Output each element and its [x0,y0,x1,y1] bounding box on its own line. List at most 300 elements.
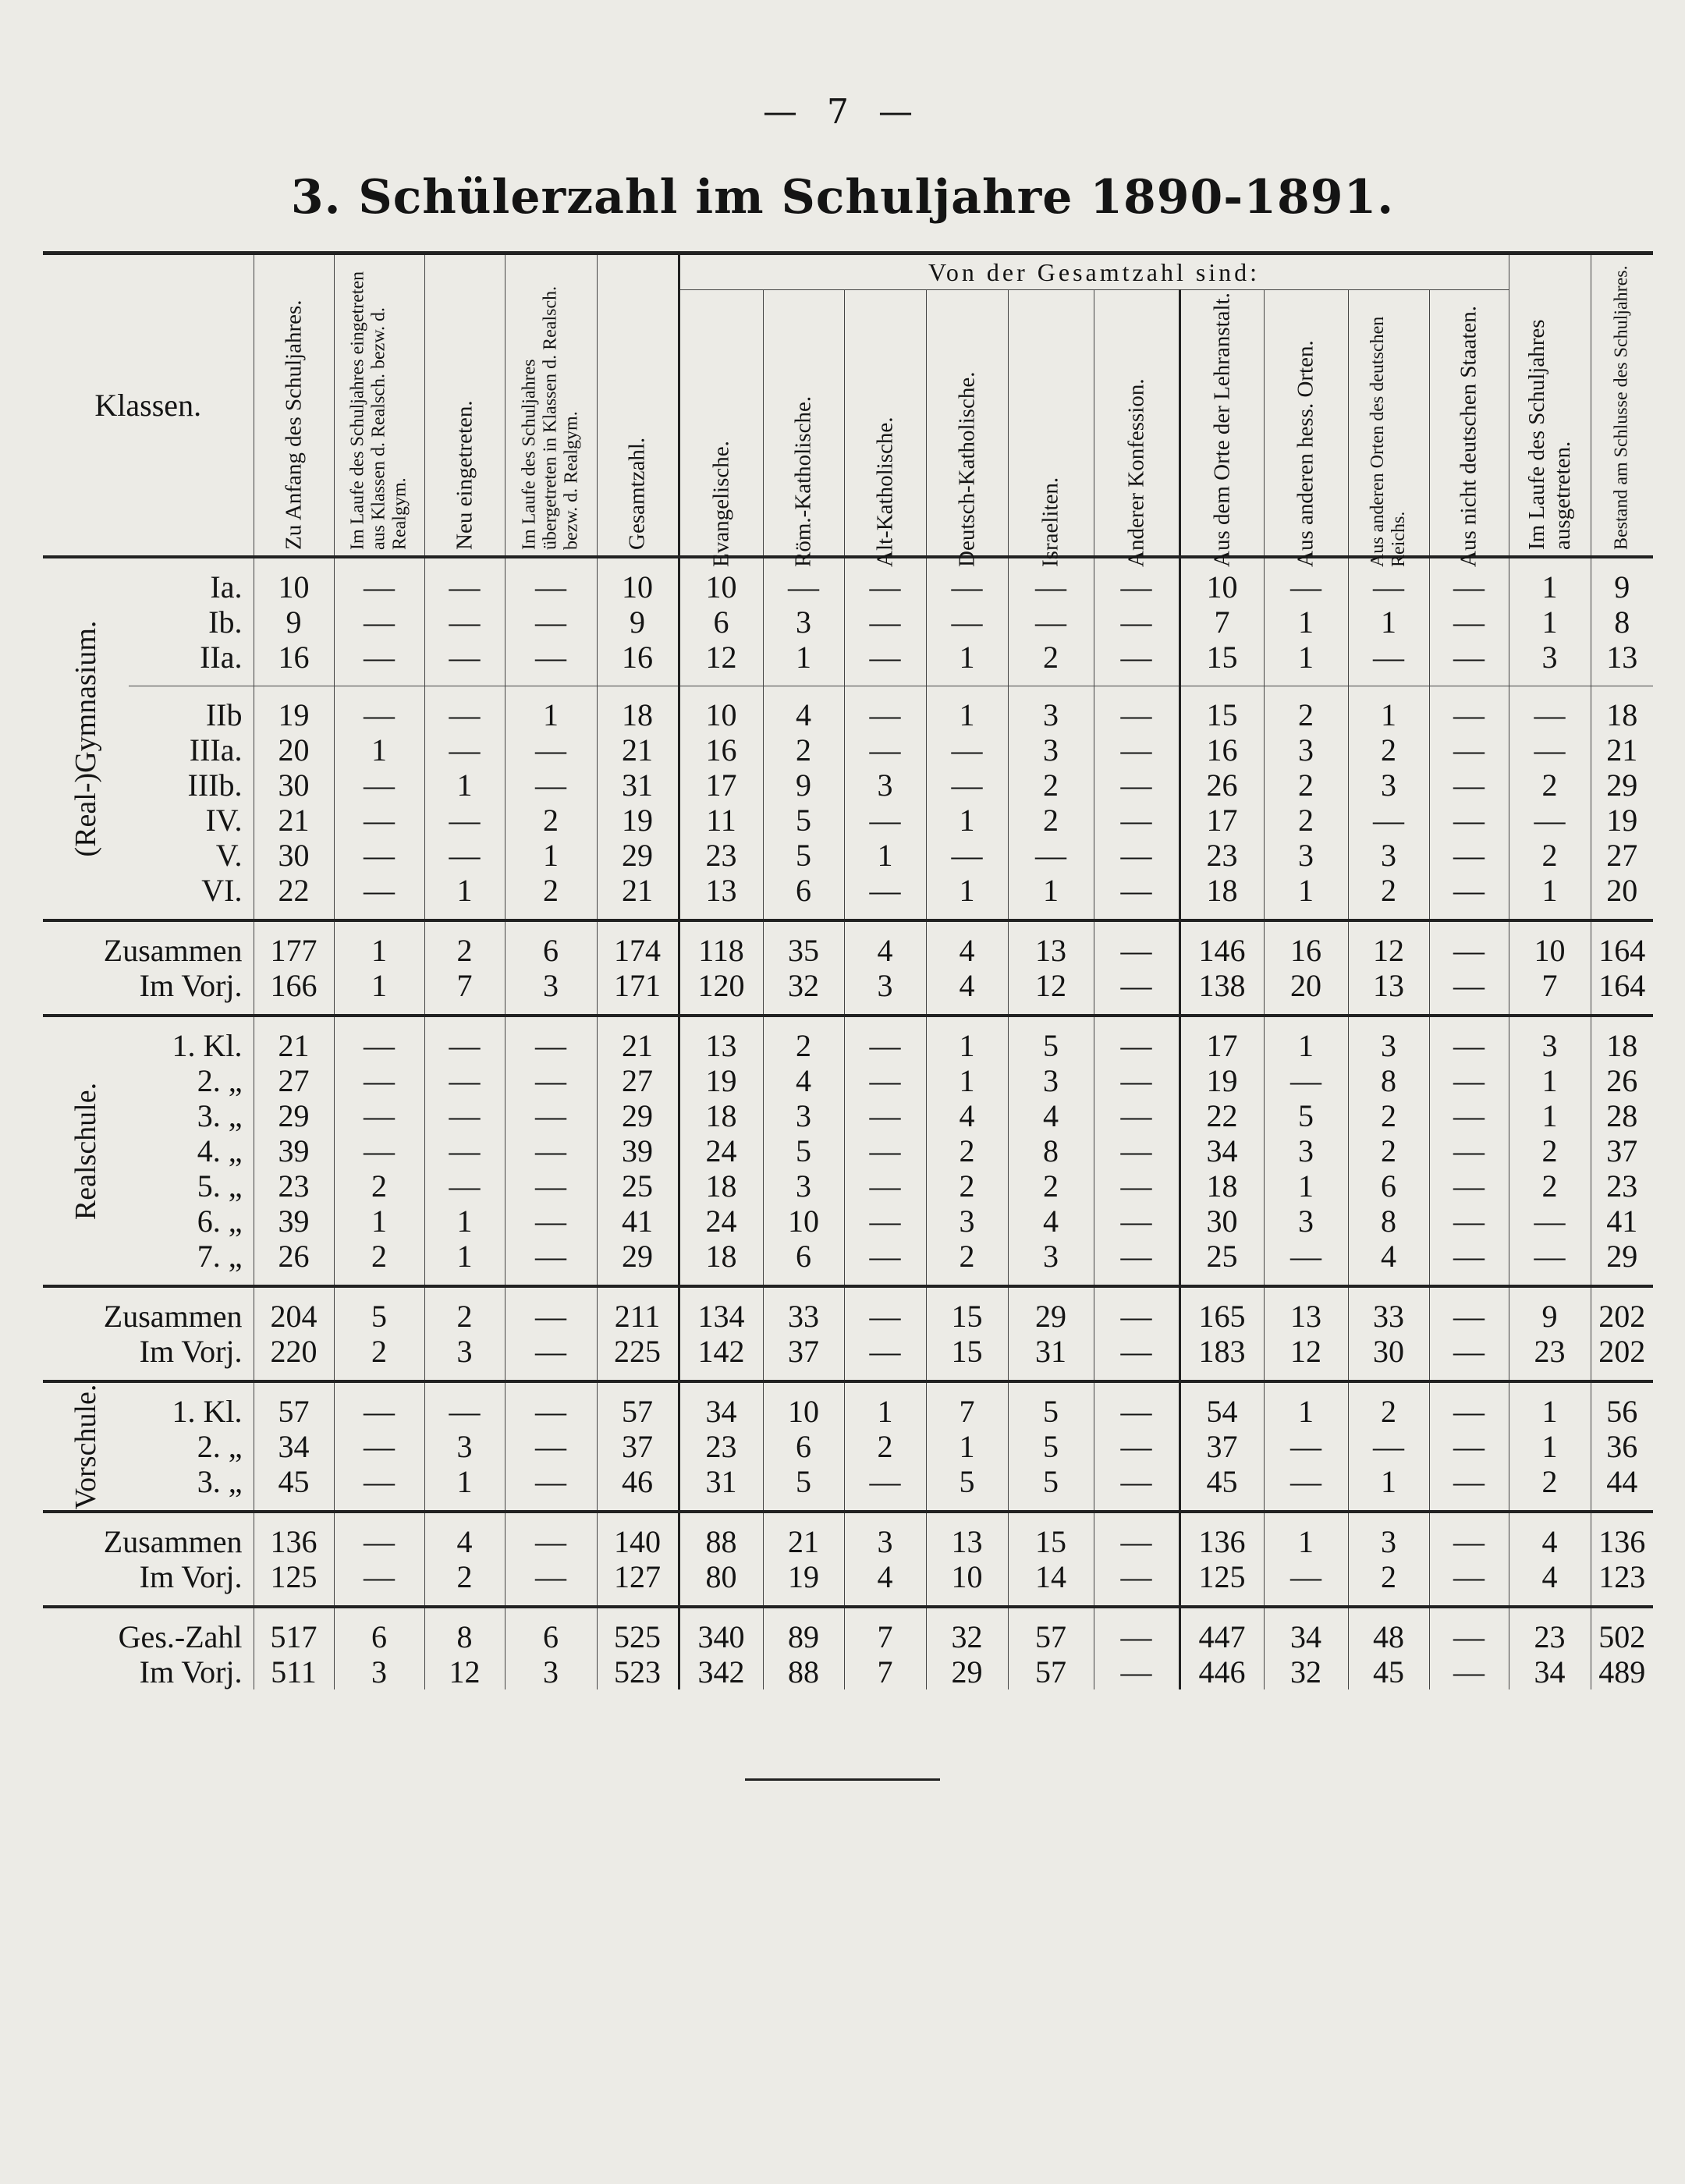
cell-aus-dem-orte: 26 [1180,768,1264,803]
cell-israeliten: 3 [1008,1239,1094,1286]
cell-bestand: 27 [1591,838,1653,873]
cell-neu-eingetreten: 3 [424,1334,505,1381]
cell-deutsch-katholische: 1 [926,873,1008,920]
cell-anderer-konfession: — [1094,1063,1180,1098]
header-deutsch-katholische: Deutsch-Katholische. [926,290,1008,558]
cell-evangelische: 10 [679,686,763,733]
cell-roem-katholische: 5 [763,1464,844,1512]
group-label-gymnasium: (Real-)Gymnasium. [43,557,129,920]
cell-aus-anderen-reich: 1 [1348,604,1429,640]
cell-deutsch-katholische: 1 [926,803,1008,838]
cell-alt-katholische: 1 [844,838,926,873]
cell-gesamtzahl: 25 [597,1168,679,1204]
row-label: 3. „ [197,1098,243,1133]
cell-uebergetreten: — [505,1429,597,1464]
cell-gesamtzahl: 29 [597,838,679,873]
cell-neu-eingetreten: 4 [424,1512,505,1559]
cell-aus-nicht-deutschen: — [1429,1654,1509,1689]
cell-gesamtzahl: 31 [597,768,679,803]
cell-uebergetreten: 1 [505,838,597,873]
cell-deutsch-katholische: 2 [926,1239,1008,1286]
header-alt-katholische: Alt-Katholische. [844,290,926,558]
cell-anderer-konfession: — [1094,968,1180,1016]
cell-aus-anderen-reich: 45 [1348,1654,1429,1689]
cell-alt-katholische: — [844,640,926,686]
table-row-iiia [43,732,1653,768]
cell-roem-katholische: 5 [763,1133,844,1168]
header-klassen: Klassen. [43,254,254,558]
header-roem-katholische: Röm.-Katholische. [763,290,844,558]
cell-zu-anfang: 45 [254,1464,334,1512]
cell-gesamtzahl: 29 [597,1239,679,1286]
cell-zu-anfang: 57 [254,1381,334,1429]
cell-anderer-konfession: — [1094,1607,1180,1654]
cell-deutsch-katholische: 1 [926,686,1008,733]
cell-neu-eingetreten: 2 [424,920,505,968]
cell-zu-anfang: 27 [254,1063,334,1098]
cell-roem-katholische: 10 [763,1381,844,1429]
cell-aus-anderen-reich: 33 [1348,1286,1429,1334]
cell-aus-anderen-reich: — [1348,557,1429,604]
cell-israeliten: 15 [1008,1512,1094,1559]
cell-zu-anfang: 10 [254,557,334,604]
cell-anderer-konfession: — [1094,838,1180,873]
row-label: Im Vorj. [139,1654,243,1689]
cell-zu-anfang: 34 [254,1429,334,1464]
footer-rule [745,1778,940,1781]
cell-gesamtzahl: 39 [597,1133,679,1168]
cell-aus-anderen-reich: 13 [1348,968,1429,1016]
cell-anderer-konfession: — [1094,1168,1180,1204]
cell-bestand: 41 [1591,1204,1653,1239]
row-label: Zusammen [43,1286,254,1334]
cell-bestand: 123 [1591,1559,1653,1607]
cell-eingetreten: — [334,1429,424,1464]
cell-uebergetreten: — [505,1168,597,1204]
cell-aus-anderen-reich: 8 [1348,1204,1429,1239]
table-body [43,557,1653,1689]
cell-deutsch-katholische: — [926,768,1008,803]
cell-alt-katholische: — [844,1239,926,1286]
cell-evangelische: 24 [679,1204,763,1239]
cell-israeliten: 57 [1008,1607,1094,1654]
cell-zu-anfang: 136 [254,1512,334,1559]
cell-alt-katholische: 4 [844,1559,926,1607]
cell-roem-katholische: 1 [763,640,844,686]
cell-aus-dem-orte: 183 [1180,1334,1264,1381]
row-label: Im Vorj. [139,1559,243,1594]
cell-aus-anderen-hess: — [1264,1464,1348,1512]
cell-evangelische: 80 [679,1559,763,1607]
cell-uebergetreten: 3 [505,1654,597,1689]
row-label: 1. Kl. [129,1016,254,1063]
cell-israeliten: 3 [1008,732,1094,768]
cell-ausgetreten: 4 [1509,1559,1591,1607]
cell-anderer-konfession: — [1094,1239,1180,1286]
cell-ausgetreten: 1 [1509,1098,1591,1133]
cell-deutsch-katholische: 4 [926,1098,1008,1133]
cell-israeliten: — [1008,557,1094,604]
cell-anderer-konfession: — [1094,873,1180,920]
cell-eingetreten: — [334,1016,424,1063]
row-label: Zusammen [43,920,254,968]
cell-aus-anderen-hess: 1 [1264,1016,1348,1063]
table-row-real_zus [43,1286,1653,1334]
cell-israeliten: 4 [1008,1204,1094,1239]
cell-aus-anderen-hess: 2 [1264,803,1348,838]
cell-deutsch-katholische: — [926,838,1008,873]
cell-roem-katholische: 6 [763,1239,844,1286]
header-aus-anderen-reich: Aus anderen Orten des deutschen Reichs. [1348,290,1429,558]
cell-ausgetreten: 1 [1509,1063,1591,1098]
cell-ausgetreten: 2 [1509,1133,1591,1168]
cell-uebergetreten: — [505,1063,597,1098]
cell-alt-katholische: — [844,1334,926,1381]
table-row-r2 [43,1063,1653,1098]
cell-anderer-konfession: — [1094,686,1180,733]
cell-aus-dem-orte: 37 [1180,1429,1264,1464]
cell-anderer-konfession: — [1094,1464,1180,1512]
cell-ausgetreten: 2 [1509,768,1591,803]
cell-aus-anderen-reich: 2 [1348,1559,1429,1607]
cell-aus-anderen-hess: 5 [1264,1098,1348,1133]
cell-zu-anfang: 511 [254,1654,334,1689]
cell-alt-katholische: — [844,686,926,733]
cell-roem-katholische: 3 [763,604,844,640]
cell-aus-anderen-reich: 30 [1348,1334,1429,1381]
cell-ausgetreten: 7 [1509,968,1591,1016]
cell-anderer-konfession: — [1094,732,1180,768]
table-row-ia [43,557,1653,604]
header-bestand: Bestand am Schlusse des Schuljahres. [1591,254,1653,558]
cell-aus-anderen-reich: 3 [1348,838,1429,873]
row-label: Zusammen [43,1512,254,1559]
row-label: 2. „ [197,1063,243,1098]
cell-bestand: 26 [1591,1063,1653,1098]
cell-aus-anderen-reich: 6 [1348,1168,1429,1204]
cell-aus-nicht-deutschen: — [1429,1464,1509,1512]
cell-evangelische: 11 [679,803,763,838]
cell-zu-anfang: 30 [254,838,334,873]
cell-bestand: 202 [1591,1334,1653,1381]
cell-alt-katholische: 3 [844,768,926,803]
cell-evangelische: 19 [679,1063,763,1098]
cell-deutsch-katholische: — [926,557,1008,604]
cell-anderer-konfession: — [1094,1654,1180,1689]
row-label: V. [215,838,243,873]
cell-deutsch-katholische: 1 [926,1016,1008,1063]
cell-alt-katholische: — [844,604,926,640]
table-row-ges_vorj [43,1654,1653,1689]
cell-aus-dem-orte: 45 [1180,1464,1264,1512]
cell-neu-eingetreten: 1 [424,1239,505,1286]
cell-alt-katholische: 3 [844,968,926,1016]
cell-aus-anderen-hess: — [1264,1239,1348,1286]
header-neu-eingetreten: Neu eingetreten. [424,254,505,558]
row-label: 5. „ [197,1168,243,1204]
cell-uebergetreten: — [505,1204,597,1239]
row-label: 6. „ [197,1204,243,1239]
table-row-r3 [43,1098,1653,1133]
cell-aus-anderen-hess: 2 [1264,768,1348,803]
row-label: Ib. [208,604,243,640]
cell-ausgetreten: 9 [1509,1286,1591,1334]
cell-aus-nicht-deutschen: — [1429,1381,1509,1429]
cell-deutsch-katholische: 4 [926,920,1008,968]
cell-eingetreten: 1 [334,968,424,1016]
cell-anderer-konfession: — [1094,768,1180,803]
cell-aus-dem-orte: 165 [1180,1286,1264,1334]
cell-alt-katholische: 3 [844,1512,926,1559]
cell-roem-katholische: 4 [763,686,844,733]
cell-ausgetreten: — [1509,1239,1591,1286]
cell-aus-anderen-hess: — [1264,557,1348,604]
cell-bestand: 502 [1591,1607,1653,1654]
cell-roem-katholische: 2 [763,732,844,768]
cell-ausgetreten: 1 [1509,873,1591,920]
cell-aus-dem-orte: 22 [1180,1098,1264,1133]
cell-aus-nicht-deutschen: — [1429,1334,1509,1381]
cell-aus-anderen-reich: 3 [1348,1512,1429,1559]
cell-israeliten: 1 [1008,873,1094,920]
cell-neu-eingetreten: — [424,686,505,733]
cell-evangelische: 13 [679,873,763,920]
cell-aus-nicht-deutschen: — [1429,640,1509,686]
cell-eingetreten: — [334,686,424,733]
cell-aus-nicht-deutschen: — [1429,1512,1509,1559]
cell-uebergetreten: — [505,557,597,604]
cell-bestand: 36 [1591,1429,1653,1464]
cell-anderer-konfession: — [1094,1133,1180,1168]
cell-ausgetreten: 10 [1509,920,1591,968]
cell-eingetreten: — [334,557,424,604]
cell-gesamtzahl: 29 [597,1098,679,1133]
cell-zu-anfang: 23 [254,1168,334,1204]
cell-deutsch-katholische: 4 [926,968,1008,1016]
cell-deutsch-katholische: 10 [926,1559,1008,1607]
cell-anderer-konfession: — [1094,557,1180,604]
cell-ausgetreten: — [1509,732,1591,768]
cell-alt-katholische: — [844,873,926,920]
cell-aus-nicht-deutschen: — [1429,803,1509,838]
cell-aus-nicht-deutschen: — [1429,1063,1509,1098]
cell-aus-anderen-reich: 2 [1348,1381,1429,1429]
cell-ausgetreten: 23 [1509,1607,1591,1654]
cell-zu-anfang: 166 [254,968,334,1016]
cell-uebergetreten: 3 [505,968,597,1016]
cell-uebergetreten: — [505,1512,597,1559]
cell-uebergetreten: 2 [505,873,597,920]
row-label: IIb [129,686,254,733]
cell-aus-dem-orte: 18 [1180,873,1264,920]
cell-bestand: 20 [1591,873,1653,920]
cell-bestand: 44 [1591,1464,1653,1512]
header-gesamtzahl: Gesamtzahl. [597,254,679,558]
cell-evangelische: 88 [679,1512,763,1559]
cell-gesamtzahl: 19 [597,803,679,838]
cell-deutsch-katholische: 13 [926,1512,1008,1559]
cell-aus-dem-orte: 10 [1180,557,1264,604]
cell-gesamtzahl: 16 [597,640,679,686]
cell-eingetreten: 1 [334,732,424,768]
cell-gesamtzahl: 21 [597,1016,679,1063]
table-row-real_vorj [43,1334,1653,1381]
table-row-v2 [43,1429,1653,1464]
cell-aus-dem-orte: 54 [1180,1381,1264,1429]
cell-aus-nicht-deutschen: — [1429,1239,1509,1286]
table-row-v3 [43,1464,1653,1512]
cell-aus-dem-orte: 34 [1180,1133,1264,1168]
cell-aus-anderen-hess: 3 [1264,1204,1348,1239]
cell-roem-katholische: 88 [763,1654,844,1689]
cell-neu-eingetreten: — [424,604,505,640]
cell-anderer-konfession: — [1094,920,1180,968]
cell-gesamtzahl: 140 [597,1512,679,1559]
cell-uebergetreten: — [505,1016,597,1063]
cell-alt-katholische: — [844,557,926,604]
cell-evangelische: 16 [679,732,763,768]
cell-anderer-konfession: — [1094,1429,1180,1464]
cell-zu-anfang: 517 [254,1607,334,1654]
cell-israeliten: 2 [1008,640,1094,686]
header-aus-nicht-deutschen: Aus nicht deutschen Staaten. [1429,290,1509,558]
cell-ausgetreten: 2 [1509,838,1591,873]
cell-aus-anderen-reich: 3 [1348,1016,1429,1063]
cell-deutsch-katholische: 1 [926,1429,1008,1464]
cell-neu-eingetreten: 12 [424,1654,505,1689]
cell-zu-anfang: 220 [254,1334,334,1381]
cell-anderer-konfession: — [1094,1334,1180,1381]
cell-aus-anderen-hess: 1 [1264,604,1348,640]
cell-evangelische: 23 [679,1429,763,1464]
cell-bestand: 136 [1591,1512,1653,1559]
cell-alt-katholische: — [844,1063,926,1098]
cell-aus-anderen-hess: 16 [1264,920,1348,968]
header-israeliten: Israeliten. [1008,290,1094,558]
cell-aus-anderen-reich: — [1348,640,1429,686]
cell-eingetreten: — [334,803,424,838]
table-row-iiib [43,768,1653,803]
header-eingetreten: Im Laufe des Schuljahres eingetreten aus Klassen d. Realsch. bezw. d. Realgym. [334,254,424,558]
cell-gesamtzahl: 27 [597,1063,679,1098]
cell-aus-dem-orte: 15 [1180,686,1264,733]
cell-uebergetreten: — [505,768,597,803]
cell-gesamtzahl: 41 [597,1204,679,1239]
row-label: 4. „ [197,1133,243,1168]
cell-alt-katholische: — [844,1098,926,1133]
cell-aus-anderen-reich: 2 [1348,1098,1429,1133]
cell-ausgetreten: 1 [1509,1381,1591,1429]
cell-aus-dem-orte: 16 [1180,732,1264,768]
cell-ausgetreten: 34 [1509,1654,1591,1689]
cell-uebergetreten: — [505,640,597,686]
cell-uebergetreten: — [505,1334,597,1381]
cell-roem-katholische: 37 [763,1334,844,1381]
cell-uebergetreten: — [505,732,597,768]
cell-deutsch-katholische: — [926,732,1008,768]
cell-uebergetreten: — [505,1098,597,1133]
cell-aus-dem-orte: 138 [1180,968,1264,1016]
table-row-iv [43,803,1653,838]
cell-roem-katholische: 10 [763,1204,844,1239]
cell-anderer-konfession: — [1094,1098,1180,1133]
cell-bestand: 9 [1591,557,1653,604]
cell-zu-anfang: 39 [254,1133,334,1168]
cell-aus-nicht-deutschen: — [1429,1286,1509,1334]
row-label: IIIa. [189,732,243,768]
table-row-gym_vorj [43,968,1653,1016]
cell-israeliten: 12 [1008,968,1094,1016]
cell-zu-anfang: 21 [254,803,334,838]
cell-anderer-konfession: — [1094,1016,1180,1063]
cell-aus-anderen-hess: 20 [1264,968,1348,1016]
cell-evangelische: 120 [679,968,763,1016]
cell-israeliten: 5 [1008,1464,1094,1512]
cell-bestand: 29 [1591,1239,1653,1286]
cell-roem-katholische: 33 [763,1286,844,1334]
cell-zu-anfang: 22 [254,873,334,920]
cell-bestand: 37 [1591,1133,1653,1168]
cell-uebergetreten: — [505,1559,597,1607]
table-row-ib [43,604,1653,640]
cell-neu-eingetreten: — [424,557,505,604]
cell-uebergetreten: — [505,604,597,640]
cell-zu-anfang: 20 [254,732,334,768]
cell-gesamtzahl: 57 [597,1381,679,1429]
cell-deutsch-katholische: 15 [926,1334,1008,1381]
cell-deutsch-katholische: 15 [926,1286,1008,1334]
cell-eingetreten: 2 [334,1239,424,1286]
cell-israeliten: 5 [1008,1381,1094,1429]
table-row-r4 [43,1133,1653,1168]
cell-zu-anfang: 9 [254,604,334,640]
cell-aus-nicht-deutschen: — [1429,732,1509,768]
cell-ausgetreten: 3 [1509,1016,1591,1063]
cell-eingetreten: — [334,1063,424,1098]
cell-uebergetreten: — [505,1133,597,1168]
cell-aus-nicht-deutschen: — [1429,604,1509,640]
cell-roem-katholische: 3 [763,1168,844,1204]
cell-neu-eingetreten: — [424,640,505,686]
cell-alt-katholische: — [844,732,926,768]
cell-gesamtzahl: 37 [597,1429,679,1464]
cell-evangelische: 18 [679,1239,763,1286]
cell-deutsch-katholische: 7 [926,1381,1008,1429]
cell-roem-katholische: 32 [763,968,844,1016]
cell-neu-eingetreten: 2 [424,1286,505,1334]
cell-gesamtzahl: 46 [597,1464,679,1512]
cell-bestand: 18 [1591,1016,1653,1063]
cell-neu-eingetreten: 1 [424,768,505,803]
cell-neu-eingetreten: 8 [424,1607,505,1654]
cell-zu-anfang: 21 [254,1016,334,1063]
header-ausgetreten: Im Laufe des Schuljahres ausgetreten. [1509,254,1591,558]
cell-ausgetreten: — [1509,686,1591,733]
cell-aus-anderen-reich: 2 [1348,732,1429,768]
cell-aus-anderen-hess: 32 [1264,1654,1348,1689]
cell-israeliten: 29 [1008,1286,1094,1334]
cell-zu-anfang: 39 [254,1204,334,1239]
cell-alt-katholische: — [844,1286,926,1334]
cell-evangelische: 18 [679,1168,763,1204]
cell-gesamtzahl: 18 [597,686,679,733]
cell-ausgetreten: 1 [1509,604,1591,640]
cell-alt-katholische: 2 [844,1429,926,1464]
cell-eingetreten: — [334,1133,424,1168]
cell-eingetreten: 2 [334,1334,424,1381]
cell-israeliten: 31 [1008,1334,1094,1381]
cell-eingetreten: — [334,1098,424,1133]
